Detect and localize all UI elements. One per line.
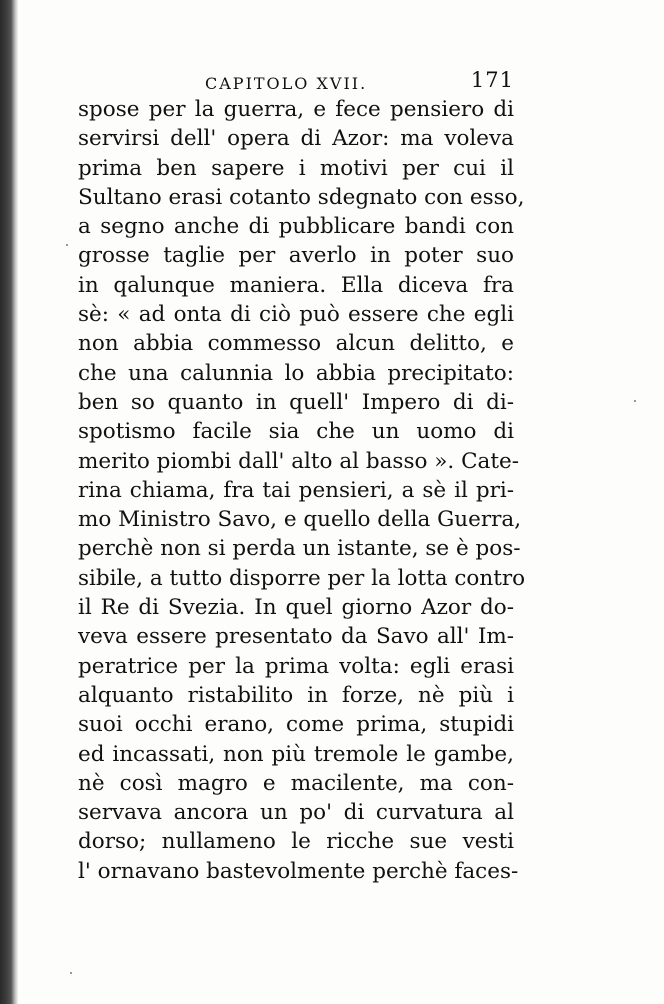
text-line: sè: « ad onta di ciò può essere che egli (78, 302, 514, 328)
text-line: dorso; nullameno le ricche sue vesti (78, 829, 514, 855)
text-line: peratrice per la prima volta: egli erasi (78, 653, 514, 679)
text-line: veva essere presentato da Savo all' Im- (78, 624, 514, 650)
text-line: rina chiama, fra tai pensieri, a sè il pri- (78, 477, 514, 503)
text-line: mo Ministro Savo, e quello della Guerra, (78, 507, 522, 533)
text-line: prima ben sapere i motivi per cui il (78, 155, 514, 181)
text-line: non abbia commesso alcun delitto, e (78, 331, 514, 357)
chapter-title: CAPITOLO XVII. (205, 74, 368, 93)
text-line: Sultano erasi cotanto sdegnato con esso, (78, 184, 525, 210)
text-line: servava ancora un po' di curvatura al (78, 800, 514, 826)
text-line: nè così magro e macilente, ma con- (78, 770, 514, 796)
text-line: perchè non si perda un istante, se è pos- (78, 536, 521, 562)
text-line: il Re di Svezia. In quel giorno Azor do- (78, 595, 514, 621)
body-text (78, 95, 526, 886)
text-line: sibile, a tutto disporre per la lotta contro (78, 565, 526, 591)
text-line: che una calunnia lo abbia precipitato: (78, 360, 514, 386)
text-line: alquanto ristabilito in forze, nè più i (78, 682, 514, 708)
page-number: 171 (470, 68, 514, 92)
text-line: ben so quanto in quell' Impero di di- (78, 389, 514, 415)
paper-speck (66, 244, 68, 246)
text-line: spose per la guerra, e fece pensiero di (78, 97, 514, 122)
text-line: l' ornavano bastevolmente perchè faces- (78, 858, 519, 884)
text-line: spotismo facile sia che un uomo di (78, 419, 514, 445)
text-line: merito piombi dall' alto al basso ». Cate- (78, 448, 519, 474)
text-line: suoi occhi erano, come prima, stupidi (78, 712, 514, 738)
text-line: grosse taglie per averlo in poter suo (78, 243, 514, 269)
running-head (78, 66, 514, 96)
text-line: ed incassati, non più tremole le gambe, (78, 741, 514, 767)
paper-speck (70, 972, 72, 974)
page-binding-edge (0, 0, 18, 1004)
text-line: a segno anche di pubblicare bandi con (78, 214, 514, 240)
paper-speck (634, 400, 636, 402)
text-line: servirsi dell' opera di Azor: ma voleva (78, 126, 514, 152)
text-line: in qalunque maniera. Ella diceva fra (78, 272, 514, 298)
